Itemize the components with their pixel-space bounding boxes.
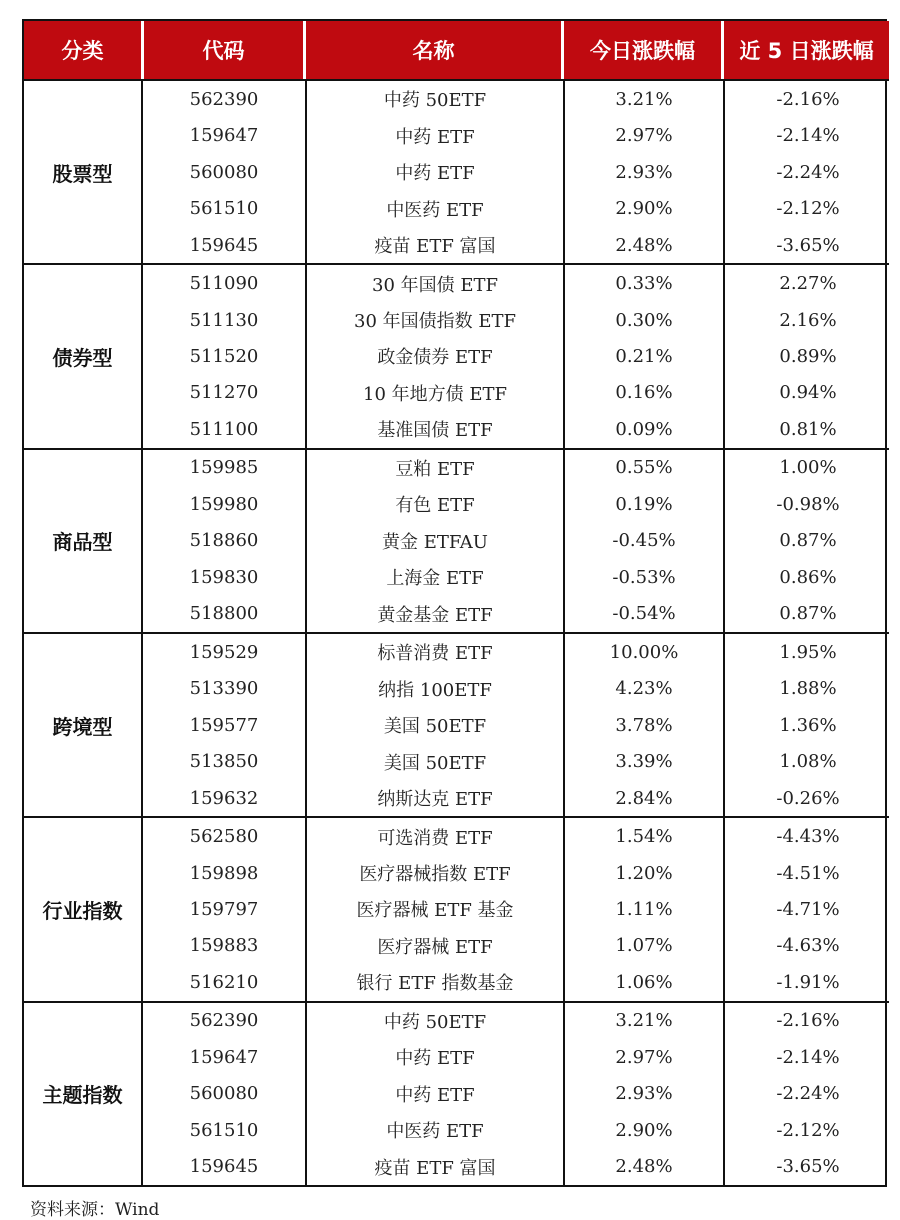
cell-name: 医疗器械指数 ETF (305, 855, 563, 891)
cell-5day-change: 0.89% (723, 338, 891, 374)
cell-today-change: 0.19% (563, 486, 723, 522)
source-note: 资料来源：Wind (30, 1200, 160, 1220)
cell-today-change: 3.39% (563, 743, 723, 779)
category-label: 行业指数 (24, 816, 141, 1000)
cell-code: 516210 (189, 971, 259, 993)
cell-code: 159529 (189, 641, 259, 663)
header-code: 代码 (141, 21, 303, 79)
cell-today-change: 2.97% (563, 1039, 723, 1075)
group-rows (141, 263, 889, 447)
cell-5day-change: 0.87% (723, 523, 891, 559)
cell-name: 基准国债 ETF (305, 411, 563, 447)
cell-name: 黄金 ETFAU (305, 523, 563, 559)
category-label: 商品型 (24, 448, 141, 632)
group-rows (141, 1001, 889, 1185)
cell-name: 疫苗 ETF 富国 (305, 1149, 563, 1185)
cell-5day-change: -2.16% (723, 1003, 891, 1039)
cell-name: 有色 ETF (305, 486, 563, 522)
cell-name: 中药 50ETF (305, 1003, 563, 1039)
cell-code: 159898 (189, 862, 259, 884)
cell-code: 159883 (189, 935, 259, 957)
cell-today-change: 0.09% (563, 411, 723, 447)
cell-code: 159647 (189, 125, 259, 147)
cell-today-change: 2.48% (563, 227, 723, 263)
cell-code: 159830 (189, 566, 259, 588)
cell-5day-change: 2.16% (723, 302, 891, 338)
cell-code: 159647 (189, 1046, 259, 1068)
cell-5day-change: -2.24% (723, 154, 891, 190)
cell-name: 疫苗 ETF 富国 (305, 227, 563, 263)
cell-today-change: 2.93% (563, 154, 723, 190)
cell-code: 159645 (189, 234, 259, 256)
cell-5day-change: -4.51% (723, 855, 891, 891)
category-label: 主题指数 (24, 1001, 141, 1185)
cell-name: 中药 ETF (305, 1039, 563, 1075)
cell-5day-change: 2.27% (723, 265, 891, 301)
cell-today-change: 1.20% (563, 855, 723, 891)
cell-today-change: 0.21% (563, 338, 723, 374)
cell-today-change: 10.00% (563, 634, 723, 670)
cell-5day-change: -3.65% (723, 227, 891, 263)
cell-name: 豆粕 ETF (305, 450, 563, 486)
cell-code: 511270 (189, 382, 259, 404)
cell-name: 美国 50ETF (305, 743, 563, 779)
cell-code: 511100 (189, 418, 259, 440)
cell-5day-change: -2.12% (723, 190, 891, 226)
cell-name: 黄金基金 ETF (305, 596, 563, 632)
header-name: 名称 (303, 21, 561, 79)
cell-5day-change: 1.36% (723, 707, 891, 743)
cell-today-change: 2.93% (563, 1076, 723, 1112)
cell-code: 159797 (189, 898, 259, 920)
cell-today-change: 3.21% (563, 1003, 723, 1039)
cell-5day-change: 1.95% (723, 634, 891, 670)
cell-today-change: 2.48% (563, 1149, 723, 1185)
cell-name: 纳斯达克 ETF (305, 780, 563, 816)
cell-code: 513850 (189, 751, 259, 773)
cell-today-change: 0.55% (563, 450, 723, 486)
cell-5day-change: 0.87% (723, 596, 891, 632)
cell-name: 10 年地方债 ETF (305, 375, 563, 411)
cell-name: 30 年国债指数 ETF (305, 302, 563, 338)
cell-5day-change: -4.71% (723, 891, 891, 927)
cell-code: 560080 (189, 161, 259, 183)
cell-name: 可选消费 ETF (305, 818, 563, 854)
cell-today-change: 0.16% (563, 375, 723, 411)
cell-code: 159632 (189, 787, 259, 809)
cell-5day-change: -2.24% (723, 1076, 891, 1112)
cell-name: 纳指 100ETF (305, 670, 563, 706)
cell-name: 30 年国债 ETF (305, 265, 563, 301)
cell-today-change: 0.30% (563, 302, 723, 338)
cell-code: 562390 (189, 88, 259, 110)
cell-5day-change: -1.91% (723, 964, 891, 1000)
cell-code: 511130 (189, 309, 259, 331)
cell-name: 中医药 ETF (305, 190, 563, 226)
cell-code: 561510 (189, 198, 259, 220)
header-5day-change: 近 5 日涨跌幅 (721, 21, 889, 79)
cell-code: 561510 (189, 1119, 259, 1141)
cell-5day-change: 1.00% (723, 450, 891, 486)
cell-code: 562390 (189, 1010, 259, 1032)
cell-today-change: 1.07% (563, 928, 723, 964)
cell-5day-change: -4.43% (723, 818, 891, 854)
cell-today-change: 3.78% (563, 707, 723, 743)
cell-5day-change: 0.86% (723, 559, 891, 595)
cell-name: 上海金 ETF (305, 559, 563, 595)
cell-name: 医疗器械 ETF 基金 (305, 891, 563, 927)
group-rows (141, 448, 889, 632)
cell-today-change: -0.45% (563, 523, 723, 559)
cell-code: 159645 (189, 1156, 259, 1178)
cell-5day-change: -2.14% (723, 1039, 891, 1075)
cell-name: 银行 ETF 指数基金 (305, 964, 563, 1000)
cell-name: 美国 50ETF (305, 707, 563, 743)
cell-today-change: 1.06% (563, 964, 723, 1000)
cell-code: 511520 (189, 345, 259, 367)
cell-code: 513390 (189, 678, 259, 700)
header-category: 分类 (24, 21, 141, 79)
category-label: 股票型 (24, 79, 141, 263)
cell-5day-change: -2.16% (723, 81, 891, 117)
cell-name: 中药 ETF (305, 154, 563, 190)
cell-code: 159980 (189, 493, 259, 515)
cell-today-change: -0.53% (563, 559, 723, 595)
cell-5day-change: -4.63% (723, 928, 891, 964)
cell-today-change: 2.97% (563, 117, 723, 153)
cell-name: 政金债券 ETF (305, 338, 563, 374)
cell-5day-change: 0.94% (723, 375, 891, 411)
cell-5day-change: -3.65% (723, 1149, 891, 1185)
cell-5day-change: -0.98% (723, 486, 891, 522)
cell-today-change: 2.90% (563, 1112, 723, 1148)
cell-5day-change: -2.12% (723, 1112, 891, 1148)
cell-today-change: 1.54% (563, 818, 723, 854)
cell-name: 中药 ETF (305, 1076, 563, 1112)
category-label: 跨境型 (24, 632, 141, 816)
cell-5day-change: -0.26% (723, 780, 891, 816)
cell-name: 中药 ETF (305, 117, 563, 153)
etf-performance-table (22, 19, 887, 1187)
cell-today-change: 2.84% (563, 780, 723, 816)
cell-code: 511090 (189, 273, 259, 295)
cell-code: 159985 (189, 457, 259, 479)
cell-code: 562580 (189, 826, 259, 848)
group-rows (141, 632, 889, 816)
cell-today-change: 0.33% (563, 265, 723, 301)
header-today-change: 今日涨跌幅 (561, 21, 721, 79)
cell-5day-change: 1.08% (723, 743, 891, 779)
category-label: 债券型 (24, 263, 141, 447)
cell-code: 560080 (189, 1083, 259, 1105)
cell-name: 标普消费 ETF (305, 634, 563, 670)
cell-today-change: 3.21% (563, 81, 723, 117)
group-rows (141, 816, 889, 1000)
cell-today-change: -0.54% (563, 596, 723, 632)
cell-code: 518800 (189, 603, 259, 625)
group-rows (141, 79, 889, 263)
cell-code: 159577 (189, 714, 259, 736)
cell-5day-change: -2.14% (723, 117, 891, 153)
cell-name: 医疗器械 ETF (305, 928, 563, 964)
cell-5day-change: 1.88% (723, 670, 891, 706)
cell-5day-change: 0.81% (723, 411, 891, 447)
cell-name: 中药 50ETF (305, 81, 563, 117)
cell-name: 中医药 ETF (305, 1112, 563, 1148)
cell-today-change: 4.23% (563, 670, 723, 706)
cell-today-change: 2.90% (563, 190, 723, 226)
cell-code: 518860 (189, 530, 259, 552)
cell-today-change: 1.11% (563, 891, 723, 927)
